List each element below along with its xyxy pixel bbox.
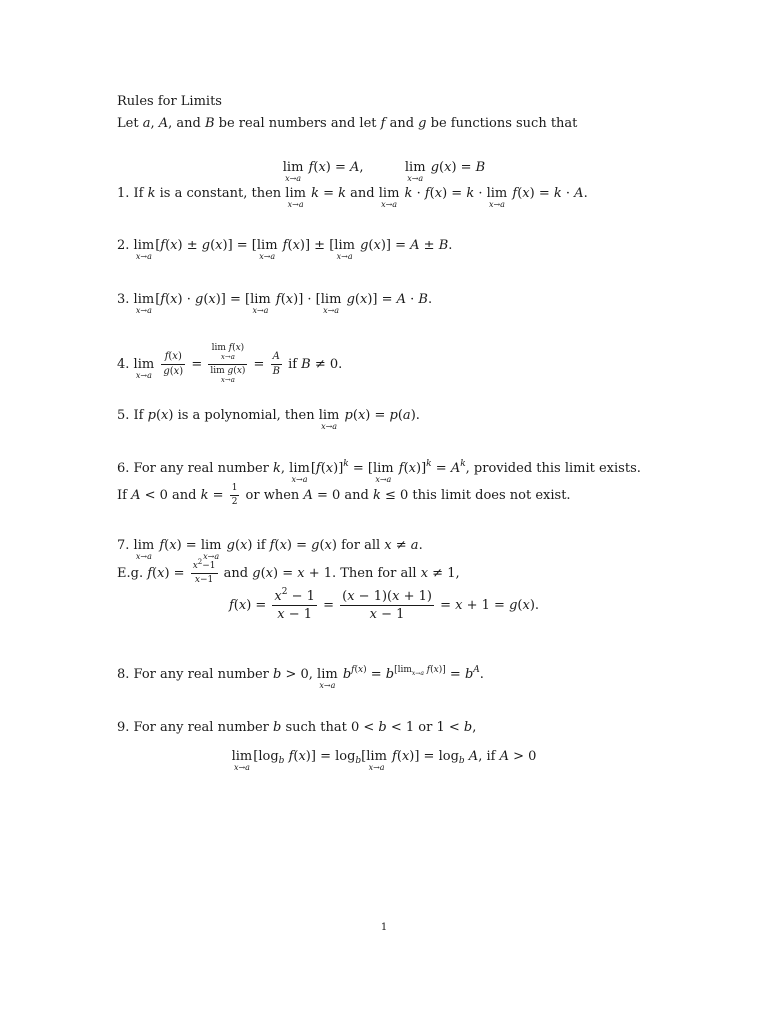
page-number: 1 xyxy=(380,922,388,933)
rule-1: 1. If k is a constant, then lim x→a k = k and lim x→a k · f(x) = k · lim x→a f(x) = k · A. xyxy=(117,186,588,209)
rule-5: 5. If p(x) is a polynomial, then lim x→a p(x) = p(a). xyxy=(117,408,420,431)
rule-6-note: If A < 0 and k = $\frac{1}{2}$ or when A = 0 and k ≤ 0 this limit does not exist. xyxy=(117,483,571,507)
rule-2: 2. lim x→a [f(x) ± g(x)] = [ lim x→a f(x)] ± [ lim x→a g(x)] = A ± B. xyxy=(117,238,453,261)
page-title: Rules for Limits xyxy=(117,94,222,109)
rule-3: 3. lim x→a [f(x) · g(x)] = [ lim x→a f(x)] · [ lim x→a g(x)] = A · B. xyxy=(117,292,433,315)
rule-7-example: E.g. f(x) = $\frac{x^2-1}{x-1}$ and g(x) = x + 1. Then for all x ≠ 1, xyxy=(117,558,460,585)
intro-text: Let a, A, and B be real numbers and let f and g be functions such that xyxy=(117,116,578,131)
rule-8: 8. For any real number b > 0, lim x→a $b^{f(x)} = b[\lim x\to a f(x)] = b^A$. xyxy=(117,665,484,690)
rule-7: 7. lim x→a f(x) = lim x→a g(x) if f(x) = g(x) for all x ≠ a. xyxy=(117,538,423,561)
rule-7-display: f(x) = $\frac{x^2 - 1}{x - 1}$ = $\frac{(x - 1)(x + 1)}{x - 1}$ = x + 1 = g(x). xyxy=(228,587,540,622)
rule-4: 4. lim x→a $\frac{f(x)}{g(x)}$ = lim f(x) x→a lim g(x) x→a = $\frac{A}{B}$ if B ≠ 0. xyxy=(117,343,343,384)
rule-9-display: lim x→a [$\log_b$ $f(x)] = \log_b$[ lim x→a $f(x)] = \log_b A$, if A > 0 xyxy=(231,749,537,772)
rule-9: 9. For any real number b such that 0 < b < 1 or 1 < b, xyxy=(117,720,477,735)
rule-6: 6. For any real number k, lim x→a $[f(x)]^k$ = [ lim x→a $f(x)]^k = A^k$, provided this limit exists. xyxy=(117,459,641,484)
given-limits: lim x→a f(x) = A, lim x→a g(x) = B xyxy=(282,160,486,183)
